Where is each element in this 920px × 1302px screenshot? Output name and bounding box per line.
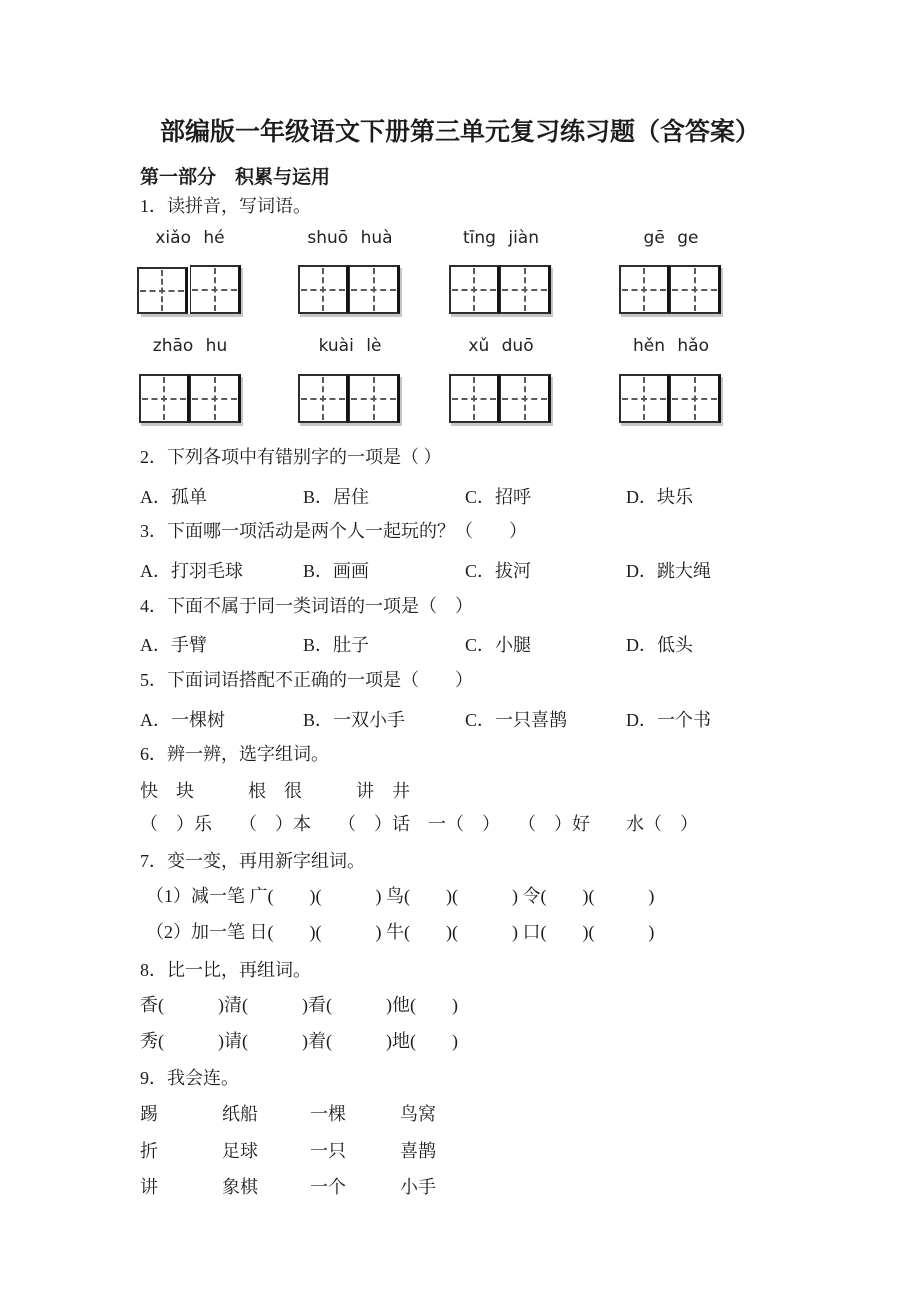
match-item: 讲 [140,1177,158,1197]
q9-match-row-3 [0,1173,920,1197]
match-item: 踢 [140,1104,158,1124]
writing-grid-group [449,374,551,423]
q5-option-d: D．一个书 [626,710,711,730]
match-item: 小手 [400,1177,436,1197]
q9-match-row-1 [0,1100,920,1124]
q8-stem: 8．比一比，再组词。 [140,960,311,980]
match-item: 喜鹊 [400,1141,436,1161]
q3-option-d: D．跳大绳 [626,561,711,581]
q7-subline-1: （1）减一笔 广( )( ) 鸟( )( ) 令( )( ) [146,886,655,906]
q2-option-a: A．孤单 [140,487,207,507]
writing-grid-group [449,265,551,314]
writing-grid-cell [500,374,551,423]
q7-subline-2: （2）加一笔 日( )( ) 牛( )( ) 口( )( ) [146,922,655,942]
writing-grid-cell [670,265,721,314]
q9-stem: 9．我会连。 [140,1068,239,1088]
match-item: 折 [140,1141,158,1161]
writing-grid-group [619,374,721,423]
q5-stem: 5．下面词语搭配不正确的一项是（ ） [140,670,473,690]
pinyin-label: kuài lè [318,336,382,356]
writing-grid-row-2 [0,374,920,430]
writing-grid-group [619,265,721,314]
q6-fill-blanks: （ ）乐 （ ）本 （ ）话 一（ ） （ ）好 水（ ） [140,814,698,834]
pinyin-label: tīng jiàn [463,228,539,248]
pinyin-label: xiǎo hé [155,228,225,248]
writing-grid-cell [137,267,188,314]
q5-option-b: B．一双小手 [303,710,406,730]
q4-option-b: B．肚子 [303,635,370,655]
q4-option-c: C．小腿 [465,635,532,655]
match-item: 一只 [310,1141,346,1161]
q2-option-c: C．招呼 [465,487,532,507]
q2-option-b: B．居住 [303,487,370,507]
writing-grid-cell [670,374,721,423]
writing-grid-cell [298,374,349,423]
writing-grid-cell [298,265,349,314]
writing-grid-cell [349,265,400,314]
q2-options [0,483,920,507]
writing-grid-cell [349,374,400,423]
writing-grid-cell [190,374,241,423]
writing-grid-cell [139,374,190,423]
writing-grid-cell [619,374,670,423]
q4-option-a: A．手臂 [140,635,207,655]
pinyin-label: hěn hǎo [632,336,709,356]
match-item: 一个 [310,1177,346,1197]
q1-label: 1．读拼音，写词语。 [140,196,311,216]
q8-compare-row-1: 香( )清( )看( )他( ) [140,995,458,1015]
q9-match-row-2 [0,1137,920,1161]
q5-option-a: A．一棵树 [140,710,225,730]
q2-stem: 2．下列各项中有错别字的一项是（ ） [140,447,442,467]
pinyin-row-2 [0,336,920,360]
q3-option-a: A．打羽毛球 [140,561,243,581]
match-item: 纸船 [222,1104,258,1124]
q6-character-choices: 快 块 根 很 讲 井 [140,781,410,801]
q4-options [0,631,920,655]
q5-option-c: C．一只喜鹊 [465,710,568,730]
writing-grid-group [298,265,400,314]
writing-grid-cell [619,265,670,314]
pinyin-row-1 [0,228,920,252]
q2-option-d: D．块乐 [626,487,693,507]
writing-grid-cell [190,265,241,314]
q4-option-d: D．低头 [626,635,693,655]
q3-option-b: B．画画 [303,561,370,581]
page-title: 部编版一年级语文下册第三单元复习练习题（含答案） [159,119,760,146]
writing-grid-cell [449,374,500,423]
pinyin-label: xǔ duō [468,336,534,356]
writing-grid-cell [449,265,500,314]
match-item: 鸟窝 [400,1104,436,1124]
pinyin-label: zhāo hu [152,336,228,356]
writing-grid-cell [500,265,551,314]
q7-stem: 7．变一变，再用新字组词。 [140,851,365,871]
q6-stem: 6．辨一辨，选字组词。 [140,744,329,764]
q3-option-c: C．拔河 [465,561,532,581]
q5-options [0,706,920,730]
q4-stem: 4．下面不属于同一类词语的一项是（ ） [140,596,473,616]
match-item: 一棵 [310,1104,346,1124]
section-heading: 第一部分 积累与运用 [140,166,331,188]
writing-grid-group [139,374,241,423]
match-item: 象棋 [222,1177,258,1197]
q8-compare-row-2: 秀( )请( )着( )地( ) [140,1031,458,1051]
writing-grid-row-1 [0,265,920,321]
match-item: 足球 [222,1141,258,1161]
pinyin-label: shuō huà [307,228,393,248]
writing-grid-group [139,265,241,314]
pinyin-label: gē ge [643,228,699,248]
q3-stem: 3．下面哪一项活动是两个人一起玩的？（ ） [140,521,527,541]
q3-options [0,557,920,581]
writing-grid-group [298,374,400,423]
